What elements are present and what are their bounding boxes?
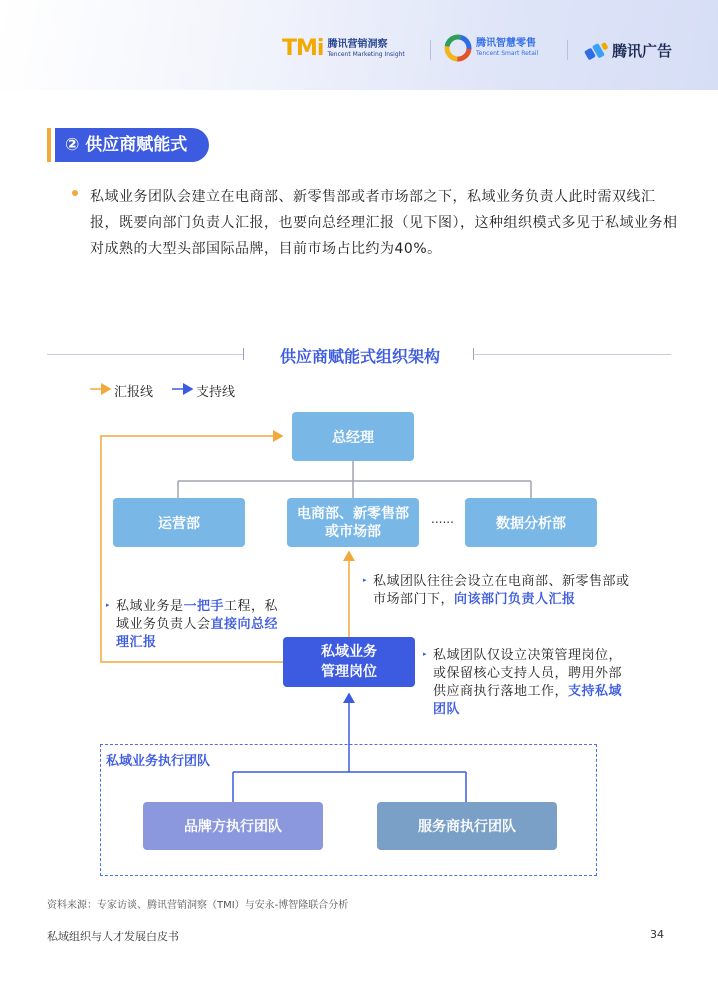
- tmi-mark: TMi: [282, 36, 324, 61]
- ellipsis: ......: [431, 512, 454, 526]
- note-right: 私域团队仅设立决策管理岗位，或保留核心支持人员，聘用外部供应商执行落地工作，支持私域团队: [433, 648, 623, 717]
- tmi-logo-cn: 腾讯营销洞察: [327, 38, 388, 50]
- node-operations: 运营部: [113, 498, 245, 547]
- legend-report-label: 汇报线: [114, 385, 154, 400]
- source-note: 资料来源：专家访谈、腾讯营销洞察（TMI）与安永-博智隆联合分析: [47, 900, 349, 911]
- node-brand-execution-team: 品牌方执行团队: [143, 802, 323, 850]
- tencent-ads-cn: 腾讯广告: [612, 42, 673, 60]
- note-left: 私域业务是一把手工程，私域业务负责人会直接向总经理汇报: [116, 599, 279, 650]
- note-pointer-icon: ▸: [363, 576, 367, 584]
- note-pointer-icon: ▸: [423, 650, 427, 658]
- smart-retail-cn: 腾讯智慧零售: [476, 38, 536, 49]
- section-title: ② 供应商赋能式: [55, 128, 209, 162]
- diagram-title: 供应商赋能式组织架构: [279, 347, 440, 366]
- node-ecommerce: [287, 498, 419, 547]
- footer-title: 私域组织与人才发展白皮书: [47, 930, 179, 943]
- node-general-manager: 总经理: [292, 412, 414, 461]
- node-private-line2: 管理岗位: [321, 664, 377, 680]
- legend-support-label: 支持线: [196, 385, 236, 400]
- smart-retail-en: Tencent Smart Retail: [476, 50, 539, 57]
- node-ecommerce-line2: 或市场部: [325, 523, 381, 540]
- page-number: 34: [650, 928, 664, 941]
- node-ecommerce-line1: 电商部、新零售部: [297, 505, 409, 522]
- note-middle: 私域团队往往会设立在电商部、新零售部或市场部门下，向该部门负责人汇报: [373, 574, 630, 607]
- node-private-line1: 私域业务: [321, 644, 377, 660]
- tmi-logo-en: Tencent Marketing Insight: [327, 50, 405, 58]
- node-private-domain-management: [283, 637, 415, 687]
- node-service-provider-team: 服务商执行团队: [377, 802, 557, 850]
- note-pointer-icon: ▸: [106, 601, 110, 609]
- intro-paragraph: 私域业务团队会建立在电商部、新零售部或者市场部之下，私域业务负责人此时需双线汇报，既要向部门负责人汇报，也要向总经理汇报（见下图），这种组织模式多见于私域业务相对成熟的大型头部国际品牌，目前市场占比约为40%。: [90, 189, 678, 257]
- execution-team-group-label: 私域业务执行团队: [106, 754, 211, 769]
- node-data-analysis: 数据分析部: [465, 498, 597, 547]
